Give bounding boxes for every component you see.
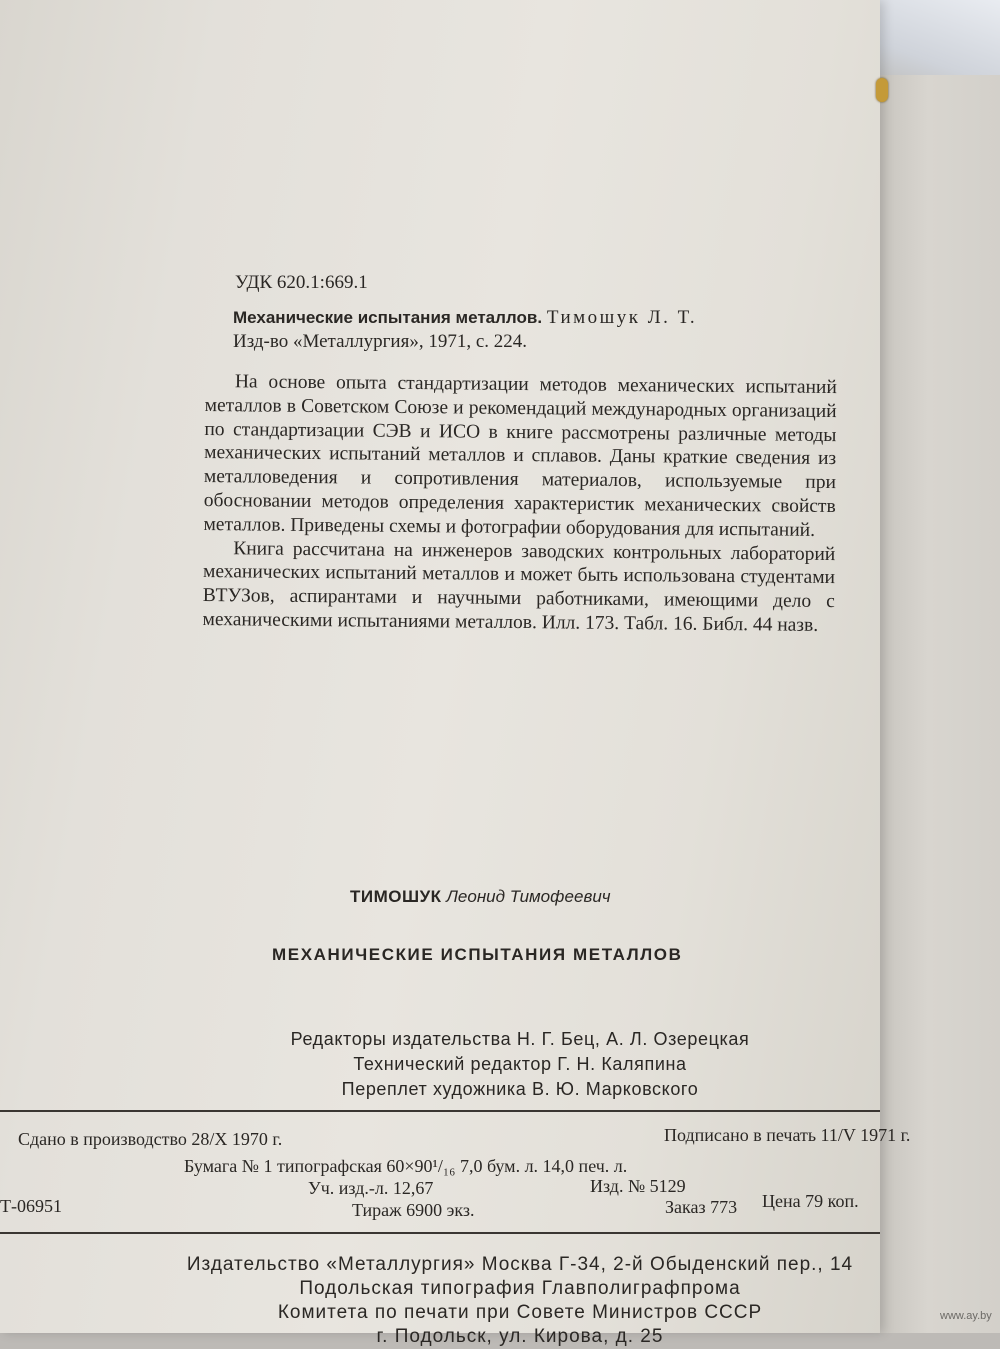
publisher-block — [120, 1253, 920, 1349]
signed-for-print: Подписано в печать 11/V 1971 г. — [664, 1125, 911, 1145]
book-author: Тимошук Л. Т. — [546, 307, 698, 328]
izd-number: Изд. № 5129 — [590, 1176, 686, 1196]
printing-house-address: г. Подольск, ул. Кирова, д. 25 — [376, 1326, 664, 1347]
paper-info: Бумага № 1 типографская 60×90¹/₁₆ 7,0 бум. л. 14,0 печ. л. — [184, 1156, 628, 1176]
bibliographic-entry — [233, 306, 818, 354]
watermark: www.ay.by — [940, 1310, 992, 1322]
committee: Комитета по печати при Совете Министров СССР — [277, 1302, 763, 1323]
sent-to-production: Сдано в производство 28/X 1970 г. — [18, 1129, 283, 1149]
edition-sheets: Уч. изд.-л. 12,67 — [308, 1178, 434, 1198]
tech-editor-line: Технический редактор Г. Н. Каляпина — [353, 1054, 687, 1074]
udk-code: УДК 620.1:669.1 — [235, 272, 368, 293]
cover-artist-line: Переплет художника В. Ю. Марковского — [341, 1079, 699, 1099]
abstract-paragraph: Книга рассчитана на инженеров заводских контрольных лабораторий механических испытаний металлов и может быть использована студентами ВТУЗов, аспирантами и научными работниками, имеющими дело с механическими испытаниями металлов. Илл. 173. Табл. 16. Библ. 44 назв. — [202, 537, 836, 636]
order-number: Заказ 773 — [665, 1197, 738, 1217]
divider-line — [0, 1232, 880, 1234]
divider-line — [0, 1110, 880, 1112]
editors-line: Редакторы издательства Н. Г. Бец, А. Л. Озерецкая — [290, 1029, 750, 1049]
book-title-bold: Механические испытания металлов. — [233, 308, 543, 327]
author-surname: ТИМОШУК — [350, 887, 442, 906]
abstract — [202, 370, 836, 638]
staple — [876, 78, 888, 102]
print-run: Тираж 6900 экз. — [352, 1200, 475, 1220]
publication-code: Т-06951 — [0, 1196, 62, 1216]
price: Цена 79 коп. — [762, 1191, 859, 1211]
book-title-caps: МЕХАНИЧЕСКИЕ ИСПЫТАНИЯ МЕТАЛЛОВ — [272, 945, 683, 964]
author-full-name — [350, 887, 611, 907]
printing-house: Подольская типография Главполиграфпрома — [299, 1278, 741, 1299]
publisher-line: Изд-во «Металлургия», 1971, с. 224. — [233, 331, 528, 352]
credits — [160, 1027, 880, 1102]
publisher-address: Издательство «Металлургия» Москва Г-34, 2-й Обыденский пер., 14 — [186, 1254, 854, 1275]
abstract-paragraph: На основе опыта стандартизации методов механических испытаний металлов в Советском Союзе и рекомендаций международных организаций по стандартизации СЭВ и ИСО в книге рассмотрены различные методы механических испытаний металлов и сплавов. Даны краткие сведения из металловедения и сопротивления материалов, используемые при обосновании методов определения характеристик механических свойств металлов. Приведены схемы и фотографии оборудования для испытаний. — [203, 371, 837, 541]
author-given-name: Леонид Тимофеевич — [446, 887, 611, 906]
